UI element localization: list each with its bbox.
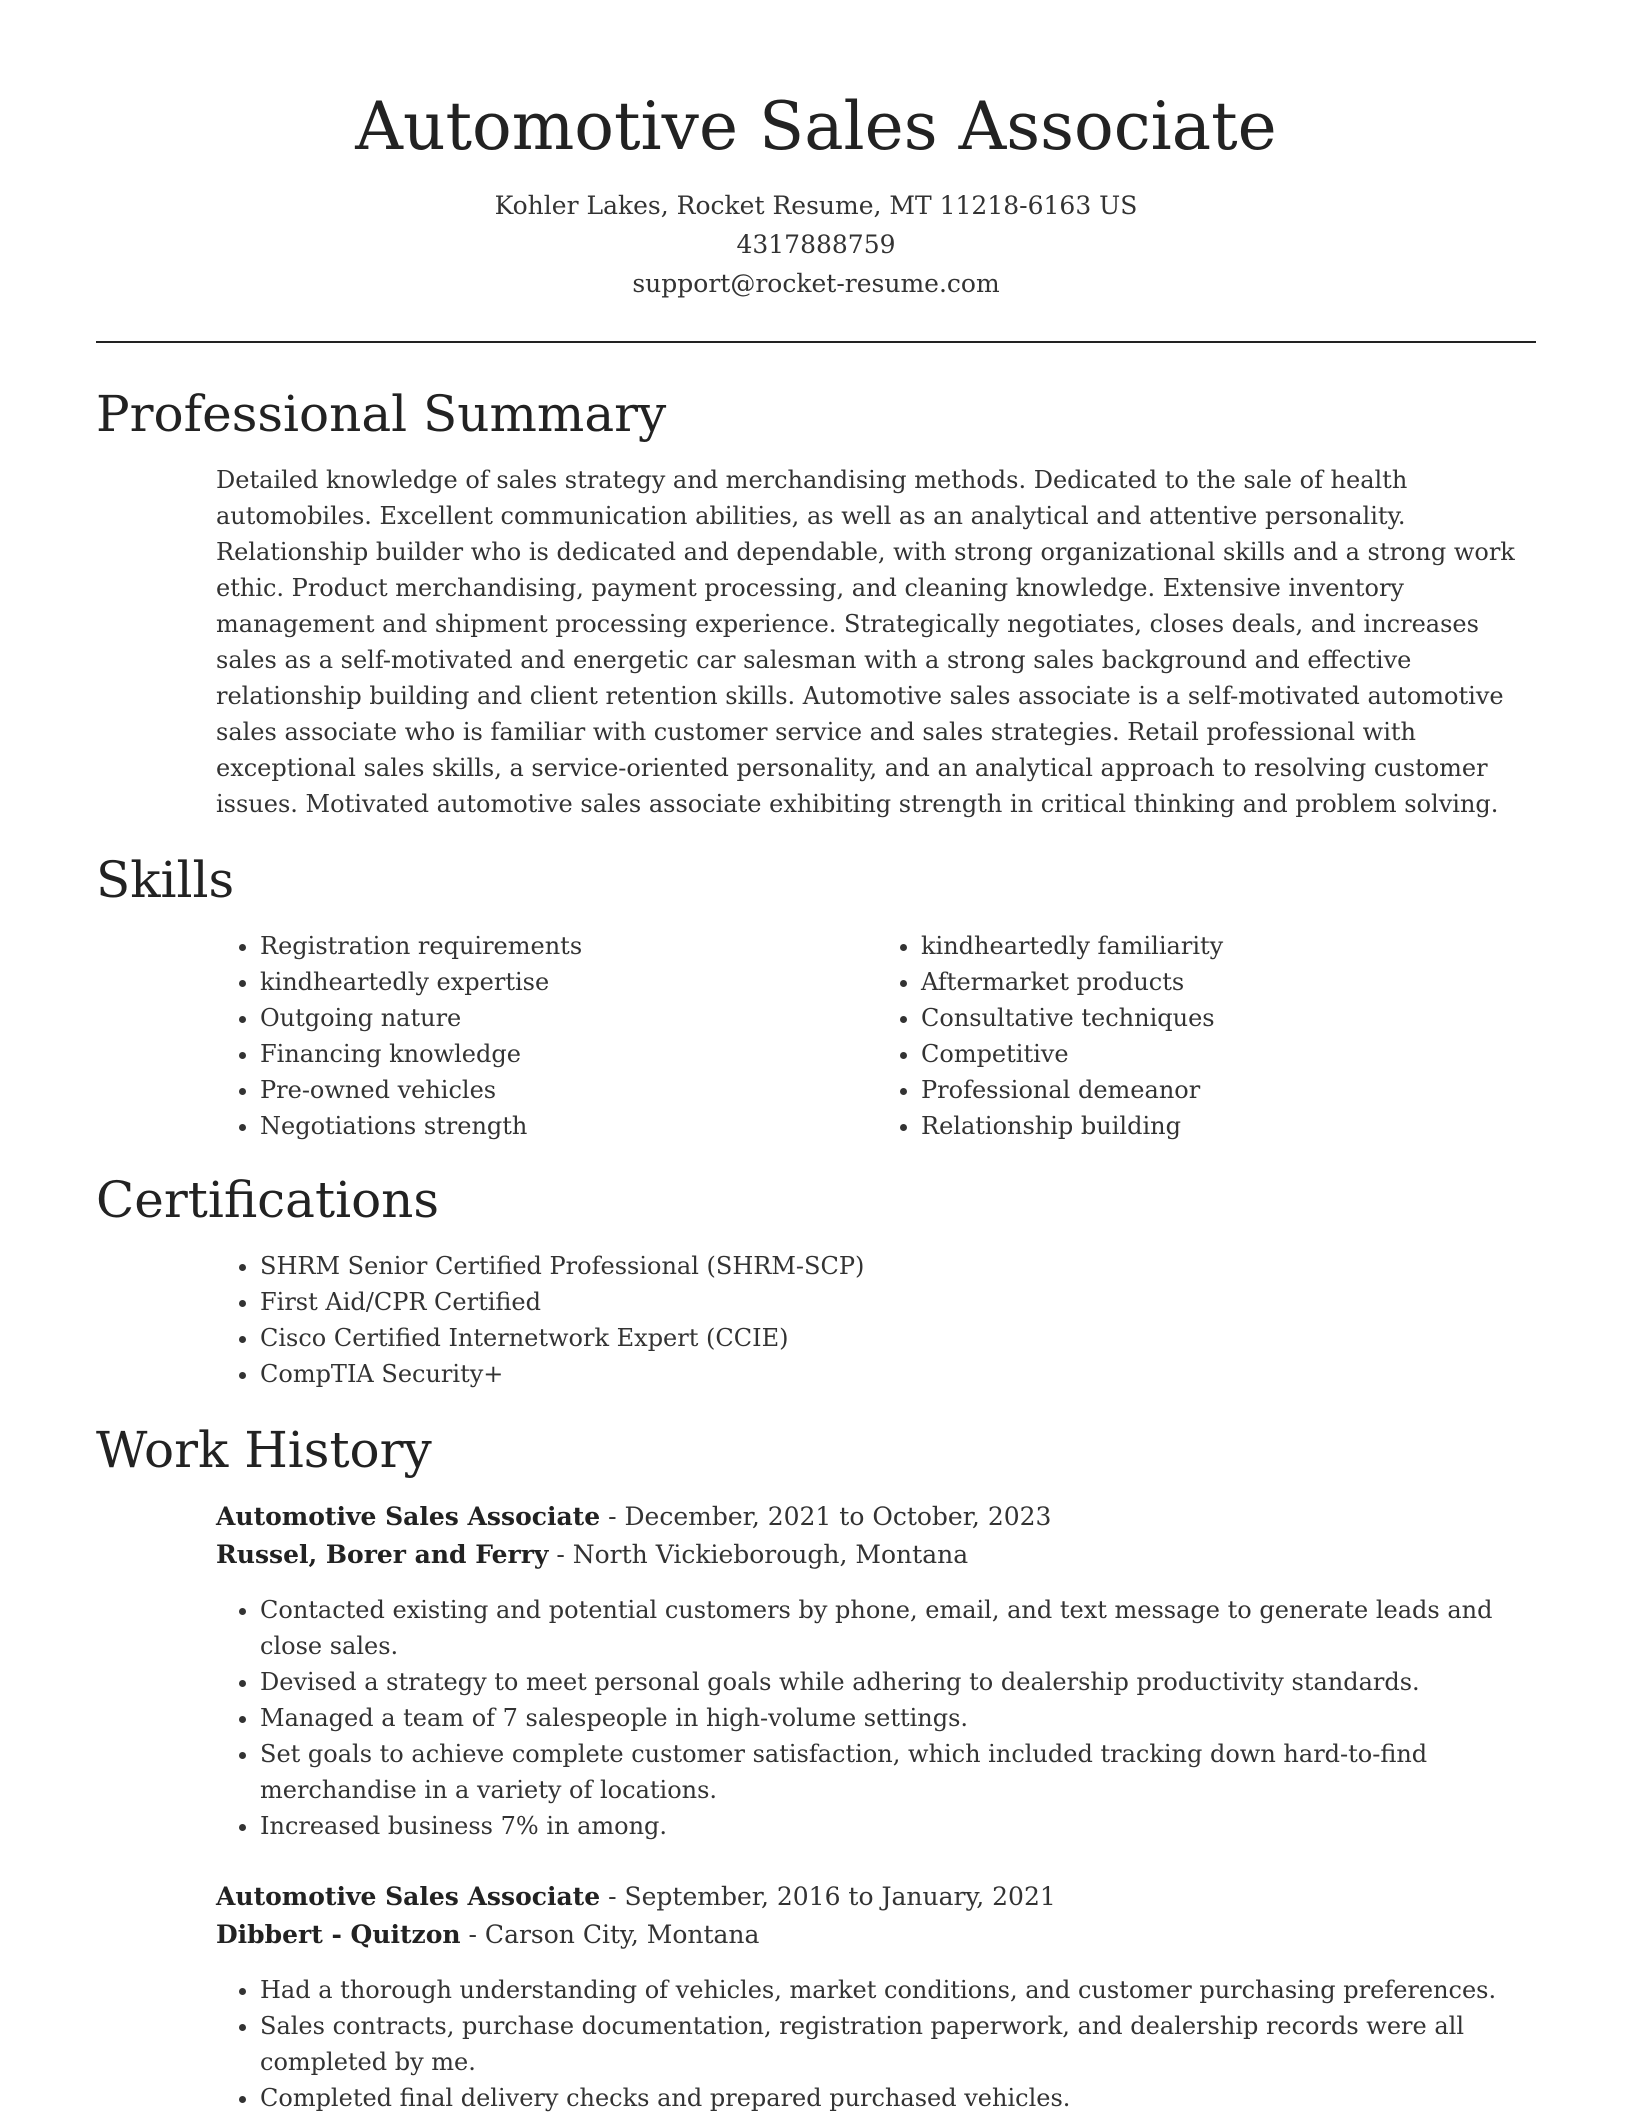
skills-list	[216, 928, 1538, 1144]
job-bullet: • Completed final delivery checks and prepared purchased vehicles.	[260, 2080, 1538, 2116]
job-company: Dibbert - Quitzon	[216, 1920, 461, 1949]
job-bullets	[216, 1592, 1538, 1844]
job-bullets	[216, 1972, 1538, 2116]
contact-block	[0, 186, 1632, 303]
certifications-heading: Certifications	[96, 1171, 440, 1229]
job-bullet: • Contacted existing and potential customers by phone, email, and text message to generate leads and close sales.	[260, 1592, 1538, 1664]
skill-item: • Financing knowledge	[260, 1036, 877, 1072]
candidate-name: Automotive Sales Associate	[355, 88, 1277, 165]
job-header	[216, 1878, 1538, 1954]
job-location: - Carson City, Montana	[460, 1920, 760, 1949]
certification-item: • First Aid/CPR Certified	[260, 1284, 1538, 1320]
skill-item: • Aftermarket products	[921, 964, 1538, 1000]
contact-address: Kohler Lakes, Rocket Resume, MT 11218-6163 US	[494, 191, 1138, 220]
skill-item: • Negotiations strength	[260, 1108, 877, 1144]
summary-heading: Professional Summary	[96, 385, 667, 443]
skill-item: • kindheartedly expertise	[260, 964, 877, 1000]
job-bullet: • Sales contracts, purchase documentation, registration paperwork, and dealership records were all completed by me.	[260, 2008, 1538, 2080]
certification-item: • SHRM Senior Certified Professional (SHRM-SCP)	[260, 1248, 1538, 1284]
job-company-line	[216, 1536, 1538, 1574]
skills-column-right	[877, 928, 1538, 1144]
skill-item: • Pre-owned vehicles	[260, 1072, 877, 1108]
skills-column-left	[216, 928, 877, 1144]
job-role: Automotive Sales Associate	[216, 1502, 601, 1531]
job-title-line	[216, 1878, 1538, 1916]
skill-item: • Relationship building	[921, 1108, 1538, 1144]
summary-text: Detailed knowledge of sales strategy and merchandising methods. Dedicated to the sale of health automobiles. Excellent communication abilities, as well as an analytical and attentive personality. Relationship builder who is dedicated and dependable, with strong organizational skills and a strong work ethic. Product merchandising, payment processing, and cleaning knowledge. Extensive inventory management and shipment processing experience. Strategically negotiates, closes deals, and increases sales as a self-motivated and energetic car salesman with a strong sales background and effective relationship building and client retention skills. Automotive sales associate is a self-motivated automotive sales associate who is familiar with customer service and sales strategies. Retail professional with exceptional sales skills, a service-oriented personality, and an analytical approach to resolving customer issues. Motivated automotive sales associate exhibiting strength in critical thinking and problem solving.	[216, 466, 1515, 818]
contact-email: support@rocket-resume.com	[632, 269, 1000, 298]
work-history-heading: Work History	[96, 1421, 432, 1479]
job-title-line	[216, 1498, 1538, 1536]
certification-item: • CompTIA Security+	[260, 1356, 1538, 1392]
job-role: Automotive Sales Associate	[216, 1882, 601, 1911]
skill-item: • Competitive	[921, 1036, 1538, 1072]
skill-item: • Consultative techniques	[921, 1000, 1538, 1036]
job-location: - North Vickieborough, Montana	[548, 1540, 969, 1569]
job-bullet: • Devised a strategy to meet personal goals while adhering to dealership productivity standards.	[260, 1664, 1538, 1700]
job-bullet: • Increased business 7% in among.	[260, 1808, 1538, 1844]
resume-header	[0, 0, 1632, 303]
skill-item: • Registration requirements	[260, 928, 877, 964]
job-dates: - September, 2016 to January, 2021	[600, 1882, 1056, 1911]
certification-item: • Cisco Certified Internetwork Expert (CCIE)	[260, 1320, 1538, 1356]
header-divider	[96, 341, 1536, 343]
job-company: Russel, Borer and Ferry	[216, 1540, 549, 1569]
job-bullet: • Had a thorough understanding of vehicles, market conditions, and customer purchasing preferences.	[260, 1972, 1538, 2008]
contact-phone: 4317888759	[736, 230, 896, 259]
job-company-line	[216, 1916, 1538, 1954]
certifications-list	[216, 1248, 1538, 1392]
job-header	[216, 1498, 1538, 1574]
job-dates: - December, 2021 to October, 2023	[600, 1502, 1052, 1531]
skill-item: • Outgoing nature	[260, 1000, 877, 1036]
skill-item: • Professional demeanor	[921, 1072, 1538, 1108]
job-bullet: • Set goals to achieve complete customer satisfaction, which included tracking down hard-to-find merchandise in a variety of locations.	[260, 1736, 1538, 1808]
skills-heading: Skills	[96, 851, 235, 909]
job-bullet: • Managed a team of 7 salespeople in high-volume settings.	[260, 1700, 1538, 1736]
skill-item: • kindheartedly familiarity	[921, 928, 1538, 964]
